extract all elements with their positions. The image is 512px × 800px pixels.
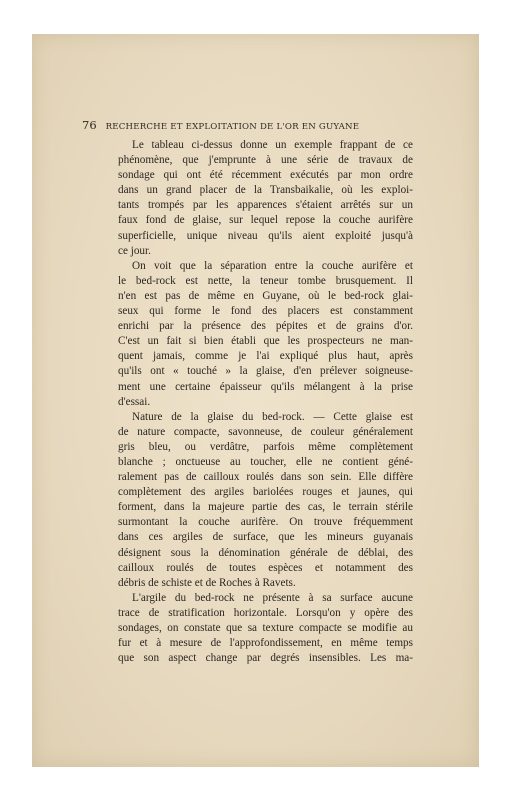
text-line: L'argile du bed-rock ne présente à sa surface aucune bbox=[132, 591, 413, 604]
running-title: RECHERCHE ET EXPLOITATION DE L'OR EN GUYANE bbox=[105, 122, 360, 132]
text-line: qu'ils ont « touché » la glaise, d'en prélever soigneuse- bbox=[118, 365, 413, 378]
text-line: trace de stratification horizontale. Lorsqu'on y opère des bbox=[118, 606, 413, 619]
paragraph-3 bbox=[118, 410, 413, 591]
text-line: fur et à mesure de l'approfondissement, en même temps bbox=[118, 637, 413, 650]
text-line: blanche ; onctueuse au toucher, elle ne contient géné- bbox=[118, 455, 413, 468]
text-line: Nature de la glaise du bed-rock. — Cette glaise est bbox=[132, 410, 413, 423]
text-line: tants trompés par les apparences s'étaient arrêtés sur un bbox=[118, 199, 413, 212]
text-line: seux qui forme le fond des placers est constamment bbox=[118, 305, 413, 318]
text-line: On voit que la séparation entre la couche aurifère et bbox=[132, 259, 413, 272]
paragraph-4 bbox=[118, 591, 413, 666]
text-line: ment une certaine épaisseur qu'ils mélangent à la prise bbox=[118, 380, 413, 393]
page-number: 76 bbox=[82, 118, 97, 132]
text-line: surmontant la couche aurifère. On trouve fréquemment bbox=[118, 516, 413, 529]
text-line: ce jour. bbox=[118, 244, 151, 257]
text-line: débris de schiste et de Roches à Ravets. bbox=[118, 576, 296, 589]
text-line: ralement pas de cailloux roulés dans son sein. Elle diffère bbox=[118, 471, 413, 484]
page-header bbox=[82, 118, 396, 134]
text-line: de nature compacte, savonneuse, de couleur généralement bbox=[118, 425, 413, 438]
text-line: C'est un fait si bien établi que les prospecteurs ne man- bbox=[118, 335, 413, 348]
text-line: dans un grand placer de la Transbaikalie, où les exploi- bbox=[118, 184, 413, 197]
text-line: faux fond de glaise, sur lequel repose la couche aurifère bbox=[118, 214, 413, 227]
text-line: le bed-rock est nette, la teneur tombe brusquement. Il bbox=[118, 274, 413, 287]
text-line: complètement des argiles bariolées rouges et jaunes, qui bbox=[118, 486, 413, 499]
text-line: que son aspect change par degrés insensibles. Les ma- bbox=[118, 652, 413, 665]
body-text bbox=[118, 138, 413, 666]
text-line: forment, dans la majeure partie des cas, le terrain stérile bbox=[118, 501, 413, 514]
text-line: d'essai. bbox=[118, 395, 151, 408]
text-line: désignent sous la dénomination générale de déblai, des bbox=[118, 546, 413, 559]
text-line: enrichi par la présence des pépites et de grains d'or. bbox=[118, 320, 413, 333]
text-line: cailloux roulés de toutes espèces et notamment des bbox=[118, 561, 413, 574]
text-line: gris bleu, ou verdâtre, parfois même complètement bbox=[118, 440, 413, 453]
paragraph-2 bbox=[118, 259, 413, 410]
text-line: Le tableau ci-dessus donne un exemple frappant de ce bbox=[132, 139, 413, 151]
text-line: phénomène, que j'emprunte à une série de travaux de bbox=[118, 154, 413, 167]
text-line: sondages, on constate que sa texture compacte se modifie au bbox=[118, 622, 413, 634]
text-line: superficielle, unique niveau qu'ils aient exploité jusqu'à bbox=[118, 229, 413, 242]
text-line: sondage qui ont été récemment exécutés par mon ordre bbox=[118, 169, 413, 182]
paragraph-1 bbox=[118, 138, 413, 259]
text-line: n'en est pas de même en Guyane, où le bed-rock glai- bbox=[118, 289, 413, 302]
text-line: quent jamais, comme je l'ai expliqué plus haut, après bbox=[118, 350, 413, 363]
text-line: dans ces argiles de surface, que les mineurs guyanais bbox=[118, 531, 413, 544]
